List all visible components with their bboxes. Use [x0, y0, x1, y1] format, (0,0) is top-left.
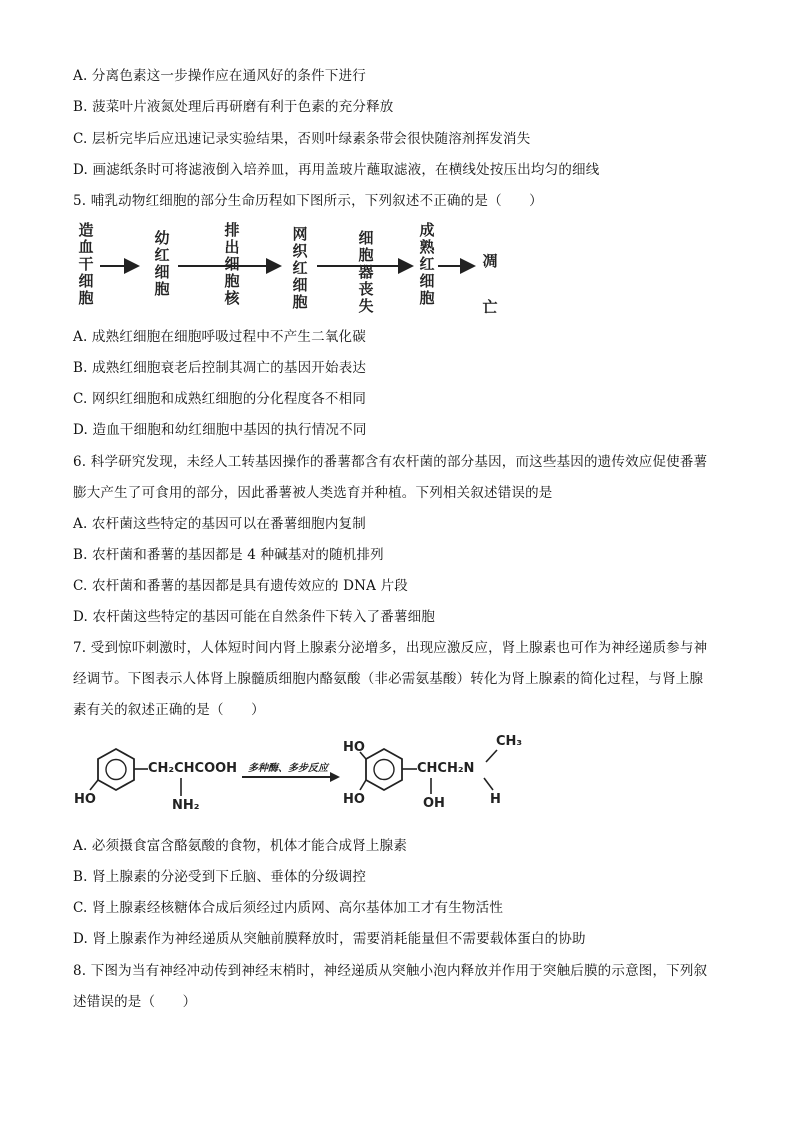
red-cell-lifecycle-diagram — [72, 220, 512, 320]
q6-option-d: D. 农杆菌这些特定的基因可能在自然条件下转入了番薯细胞 — [73, 609, 436, 625]
q4-option-b: B. 菠菜叶片液氮处理后再研磨有利于色素的充分释放 — [73, 99, 394, 115]
q6-option-b: B. 农杆菌和番薯的基因都是 4 种碱基对的随机排列 — [73, 547, 384, 563]
reactant-nh2-label: NH₂ — [172, 798, 200, 813]
q6-stem-line1: 6. 科学研究发现，未经人工转基因操作的番薯都含有农杆菌的部分基因，而这些基因的遗传效应促使番薯 — [73, 454, 708, 470]
q7-stem-line3: 素有关的叙述正确的是（ ） — [73, 702, 265, 718]
product-ring-circle — [374, 760, 394, 780]
q8-stem-line2: 述错误的是（ ） — [73, 994, 197, 1010]
q8-stem-line1: 8. 下图为当有神经冲动传到神经末梢时，神经递质从突触小泡内释放并作用于突触后膜的示意图，下列叙 — [73, 963, 708, 979]
q7-option-b: B. 肾上腺素的分泌受到下丘脑、垂体的分级调控 — [73, 869, 367, 885]
reactant-ho-bond — [90, 780, 98, 790]
product-ho1-label: HO — [343, 740, 365, 755]
flow-stage-nucleus-expelled: 排 出 细 胞 核 — [224, 221, 240, 307]
q7-option-c: C. 肾上腺素经核糖体合成后须经过内质网、高尔基体加工才有生物活性 — [73, 900, 504, 916]
product-ch3-bond — [486, 750, 497, 762]
reaction-arrow-label: 多种酶、多步反应 — [248, 763, 328, 774]
q5-option-d: D. 造血干细胞和幼红细胞中基因的执行情况不同 — [73, 422, 367, 438]
product-h-bond — [484, 778, 493, 790]
reactant-benzene-ring — [98, 749, 134, 790]
flow-stage-organelle-loss: 细 胞 器 丧 失 — [358, 229, 374, 315]
product-chain-label: CHCH₂N — [417, 761, 475, 776]
tyrosine-to-epinephrine-diagram — [72, 732, 552, 832]
q5-option-b: B. 成熟红细胞衰老后控制其凋亡的基因开始表达 — [73, 360, 367, 376]
q6-option-a: A. 农杆菌这些特定的基因可以在番薯细胞内复制 — [73, 516, 366, 532]
flow-stage-proerythroblast: 幼 红 细 胞 — [154, 229, 170, 298]
flow-stage-hsc: 造 血 干 细 胞 — [78, 221, 94, 307]
q4-option-d: D. 画滤纸条时可将滤液倒入培养皿，再用盖玻片蘸取滤液，在横线处按压出均匀的细线 — [73, 162, 600, 178]
q6-option-c: C. 农杆菌和番薯的基因都是具有遗传效应的 DNA 片段 — [73, 578, 408, 594]
reactant-chain-label: CH₂CHCOOH — [148, 761, 238, 776]
product-ch3-label: CH₃ — [496, 734, 523, 749]
reactant-ring-circle — [106, 760, 126, 780]
product-h-label: H — [490, 792, 501, 807]
q5-stem: 5. 哺乳动物红细胞的部分生命历程如下图所示，下列叙述不正确的是（ ） — [73, 193, 543, 209]
q7-option-a: A. 必须摄食富含酪氨酸的食物，机体才能合成肾上腺素 — [73, 838, 408, 854]
q5-option-a: A. 成熟红细胞在细胞呼吸过程中不产生二氧化碳 — [73, 329, 366, 345]
product-ho2-bond — [360, 780, 366, 790]
q5-option-c: C. 网织红细胞和成熟红细胞的分化程度各不相同 — [73, 391, 367, 407]
reactant-ho-label: HO — [74, 792, 96, 807]
q6-stem-line2: 膨大产生了可食用的部分，因此番薯被人类选育并种植。下列相关叙述错误的是 — [73, 485, 553, 501]
product-oh-label: OH — [423, 796, 445, 811]
product-ho2-label: HO — [343, 792, 365, 807]
q4-option-a: A. 分离色素这一步操作应在通风好的条件下进行 — [73, 68, 366, 84]
reaction-arrowhead — [330, 772, 340, 782]
reaction-structures — [72, 732, 552, 832]
flow-stage-mature-rbc: 成 熟 红 细 胞 — [419, 221, 435, 307]
flow-stage-apoptosis: 凋 亡 — [482, 252, 498, 316]
q7-stem-line2: 经调节。下图表示人体肾上腺髓质细胞内酪氨酸（非必需氨基酸）转化为肾上腺素的简化过程，与肾上腺 — [73, 671, 704, 687]
flow-stage-reticulocyte: 网 织 红 细 胞 — [292, 225, 308, 311]
q4-option-c: C. 层析完毕后应迅速记录实验结果，否则叶绿素条带会很快随溶剂挥发消失 — [73, 131, 531, 147]
q7-stem-line1: 7. 受到惊吓刺激时，人体短时间内肾上腺素分泌增多，出现应激反应，肾上腺素也可作为神经递质参与神 — [73, 640, 708, 656]
q7-option-d: D. 肾上腺素作为神经递质从突触前膜释放时，需要消耗能量但不需要载体蛋白的协助 — [73, 931, 586, 947]
product-benzene-ring — [366, 749, 402, 790]
